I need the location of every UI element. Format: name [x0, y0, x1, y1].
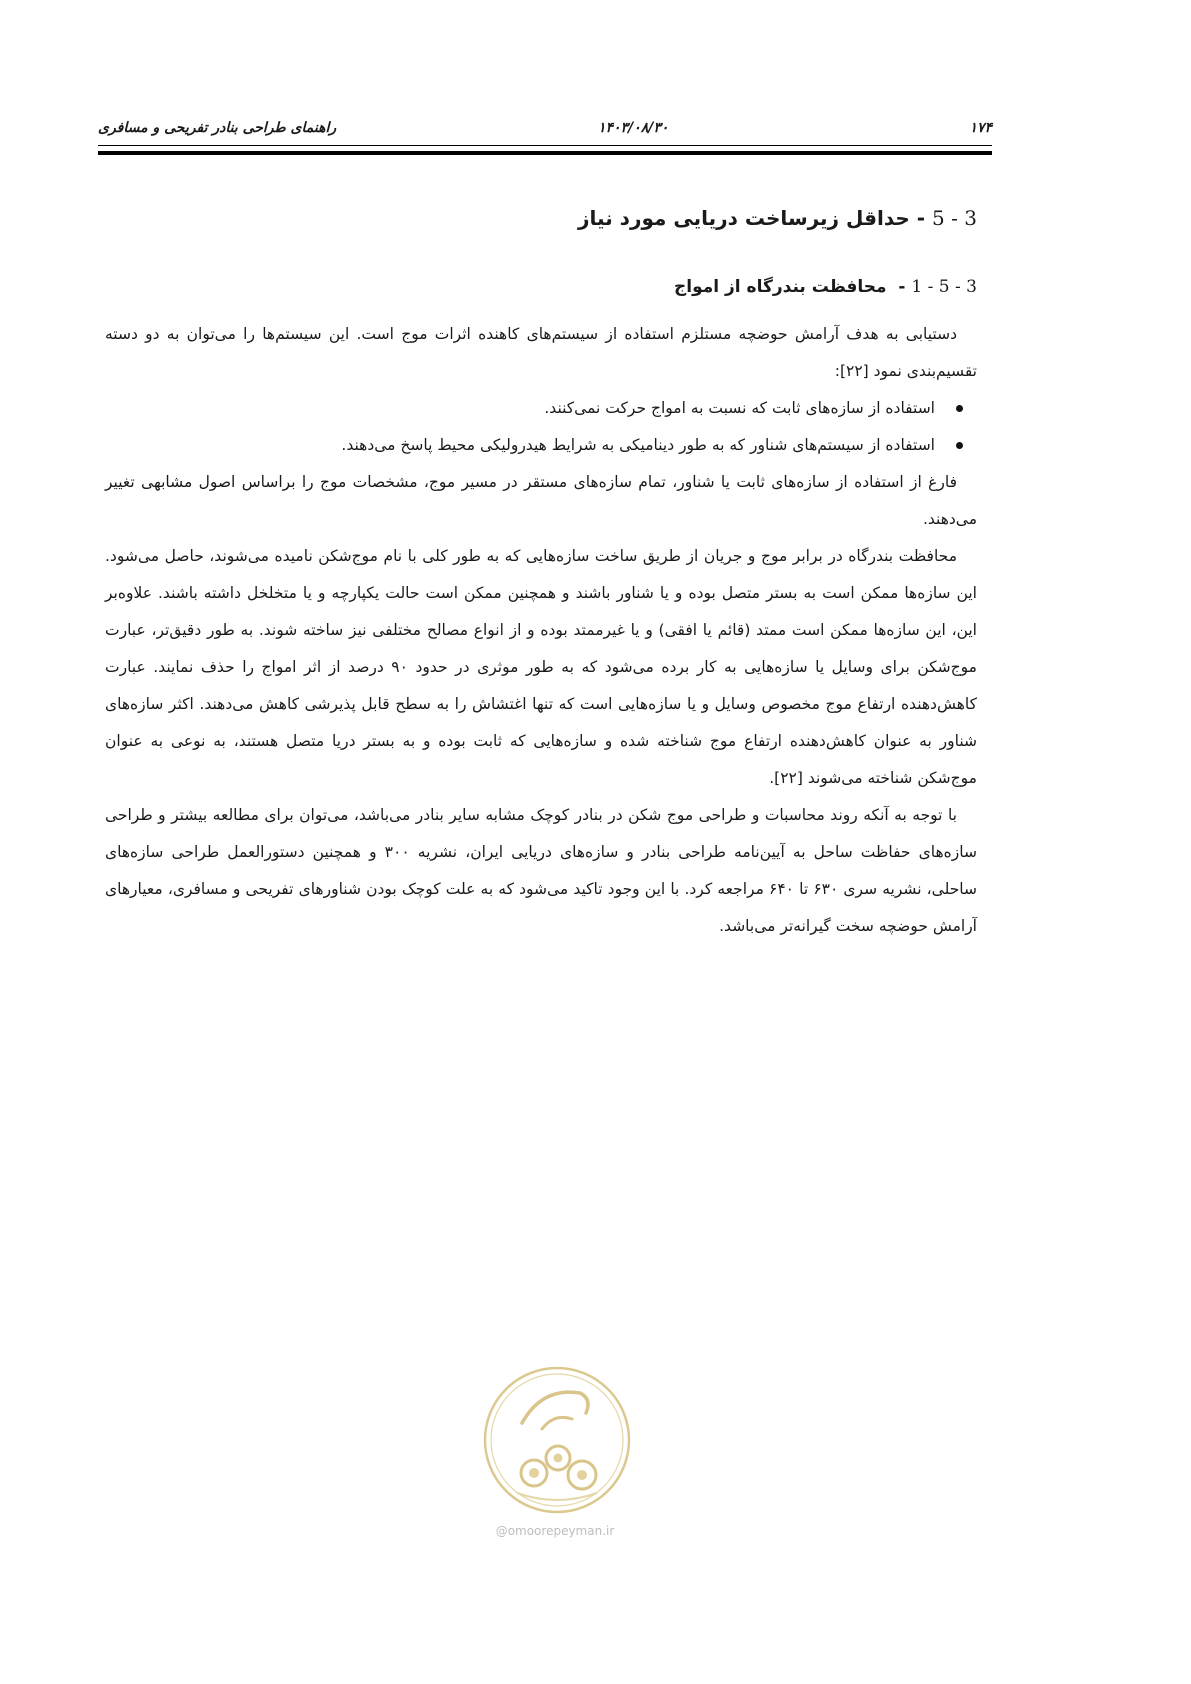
header-title: راهنمای طراحی بنادر تفریحی و مسافری: [98, 120, 337, 136]
section-title: حداقل زیرساخت دریایی مورد نیاز: [578, 206, 910, 230]
section-heading: 3 - 5 - حداقل زیرساخت دریایی مورد نیاز: [578, 206, 977, 230]
watermark-text: @omoorepeyman.ir: [495, 1524, 615, 1538]
list-item: [105, 390, 963, 427]
seal-logo: [482, 1365, 632, 1515]
bullet-list: [105, 390, 977, 464]
paragraph: با توجه به آنکه روند محاسبات و طراحی موج شکن در بنادر کوچک مشابه سایر بنادر می‌باشد، می‌توان برای مطالعه بیشتر و طراحی سازه‌های حفاظت ساحل به آیین‌نامه طراحی بنادر و سازه‌های دریایی ایران، نشریه ۳۰۰ و همچنین دستورالعمل طراحی سازه‌های ساحلی، نشریه سری ۶۳۰ تا ۶۴۰ مراجعه کرد. با این وجود تاکید می‌شود که به علت کوچک بودن شناورهای تفریحی و مسافری، معیارهای آرامش حوضچه سخت گیرانه‌تر می‌باشد.: [105, 806, 978, 935]
section-number: 3 - 5: [932, 206, 977, 230]
subsection-title: محافظت بندرگاه از امواج: [674, 277, 887, 297]
subsection-number: 3 - 5 - 1: [911, 277, 977, 297]
subsection-heading: 3 - 5 - 1 - محافظت بندرگاه از امواج: [674, 277, 977, 297]
seal-icon: [482, 1365, 632, 1515]
paragraph-intro: دستیابی به هدف آرامش حوضچه مستلزم استفاده از سیستم‌های کاهنده اثرات موج است. این سیستم‌ها را می‌توان به دو دسته تقسیم‌بندی نمود [۲۲]:: [105, 325, 977, 380]
bullet-icon: [956, 442, 963, 449]
bullet-text: استفاده از سازه‌های ثابت که نسبت به امواج حرکت نمی‌کنند.: [544, 399, 935, 417]
bullet-text: استفاده از سیستم‌های شناور که به طور دینامیکی به شرایط هیدرولیکی محیط پاسخ می‌دهند.: [341, 436, 935, 454]
document-body: [105, 198, 977, 945]
bullet-icon: [956, 405, 963, 412]
header-date: ۱۴۰۳/۰۸/۳۰: [598, 120, 669, 136]
page-number: ۱۷۴: [969, 120, 992, 136]
header-rule-thin: [98, 145, 992, 146]
paragraph: محافظت بندرگاه در برابر موج و جریان از طریق ساخت سازه‌هایی که به طور کلی با نام موج‌شکن نامیده می‌شوند، حاصل می‌شود. این سازه‌ها ممکن است به بستر متصل بوده و یا شناور باشند و همچنین ممکن است حالت یکپارچه و یا متخلخل داشته باشند. علاوه‌بر این، این سازه‌ها ممکن است ممتد (قائم یا افقی) و یا غیرممتد بوده و از انواع مصالح مختلفی نیز ساخته شوند. به طور دقیق‌تر، عبارت موج‌شکن برای وسایل یا سازه‌هایی به کار برده می‌شود که به طور موثری در حدود ۹۰ درصد از اثر امواج را حذف نمایند. عبارت کاهش‌دهنده ارتفاع موج مخصوص وسایل و یا سازه‌هایی است که تنها اغتشاش را به سطح قابل پذیرشی کاهش می‌دهند. اکثر سازه‌های شناور به عنوان کاهش‌دهنده ارتفاع موج شناخته شده و سازه‌هایی که ثابت بوده و به بستر دریا متصل هستند، به نوعی به عنوان موج‌شکن شناخته می‌شوند [۲۲].: [105, 547, 977, 787]
paragraph: فارغ از استفاده از سازه‌های ثابت یا شناور، تمام سازه‌های مستقر در مسیر موج، مشخصات موج را براساس اصول مشابهی تغییر می‌دهند.: [105, 473, 977, 528]
page-header: [98, 120, 992, 140]
list-item: [105, 427, 963, 464]
header-rule-thick: [98, 151, 992, 155]
